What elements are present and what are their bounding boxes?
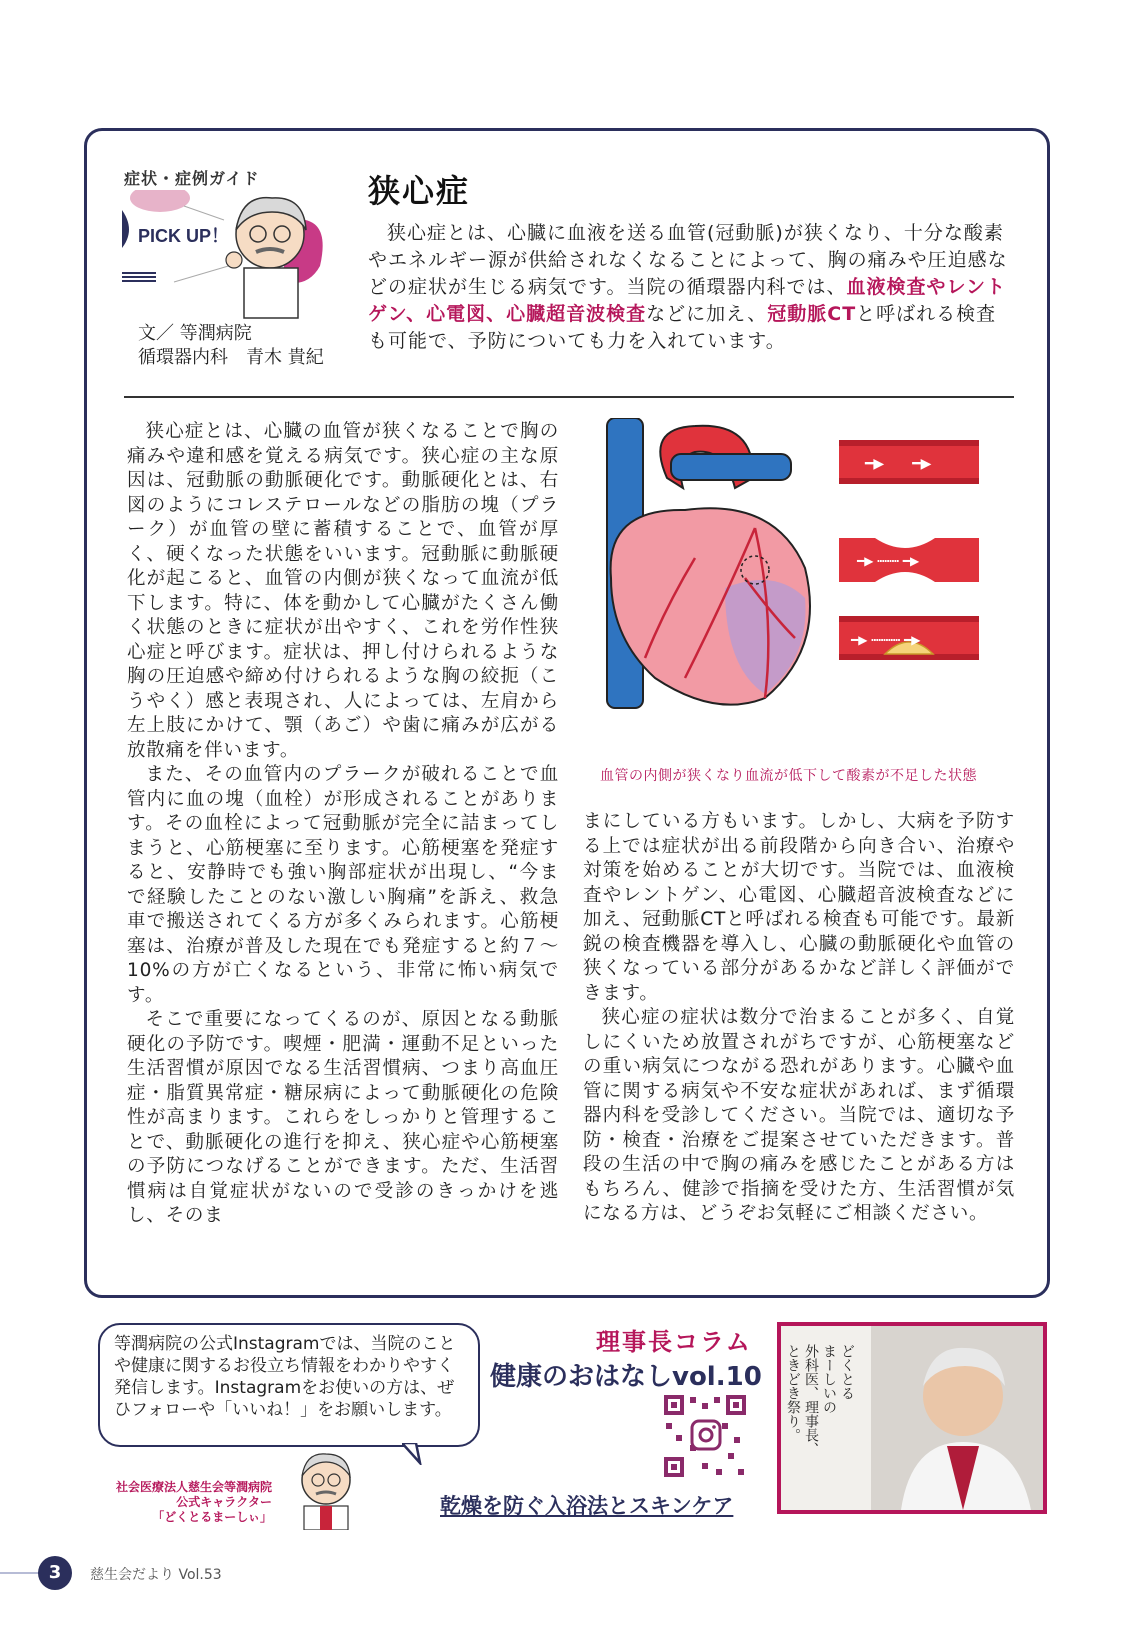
header-divider	[124, 396, 1014, 398]
author-credit	[138, 322, 324, 370]
org-line1: 社会医療法人慈生会等潤病院	[115, 1480, 272, 1494]
body-paragraph-2: また、その血管内のプラークが破れることで血管内に血の塊（血栓）が形成されることがあります。その血栓によって冠動脈が完全に詰まってしまうと、心筋梗塞に至ります。心筋梗塞を発症すると、安静時でも強い胸部症状が出現し、“今まで経験したことのない激しい胸痛”を訴え、救急車で搬送されてくる方が多くみられます。心筋梗塞は、治療が普及した現在でも発症すると約７～10%の方が亡くなるという、非常に怖い病気です。	[127, 764, 559, 1006]
body-paragraph-3: そこで重要になってくるのが、原因となる動脈硬化の予防です。喫煙・肥満・運動不足といった生活習慣が原因でなる生活習慣病、つまり高血圧症・脂質異常症・糖尿病によって動脈硬化の危険性が高まります。これらをしっかりと管理することで、動脈硬化の進行を抑え、狭心症や心筋梗塞の予防につなげることができます。ただ、生活習慣病は自覚症状がないので受診のきっかけを逃し、そのま	[127, 1009, 559, 1226]
body-paragraph-4: まにしている方もいます。しかし、大病を予防する上では症状が出る前段階から向き合い、治療や対策を始めることが大切です。当院では、血液検査やレントゲン、心電図、心臓超音波検査などに加え、冠動脈CTと呼ばれる検査も可能です。最新鋭の検査機器を導入し、心臓の動脈硬化や血管の狭くなっている部分があるかなど詳しく評価ができます。	[583, 811, 1015, 1004]
narrowed-vessel	[839, 538, 979, 582]
photo-text-col-4: ときどき祭り。	[785, 1344, 801, 1442]
mascot-doctor-illustration	[290, 1448, 360, 1530]
body-paragraph-1: 狭心症とは、心臓の血管が狭くなることで胸の痛みや違和感を覚える病気です。狭心症の主な原因は、冠動脈の動脈硬化です。動脈硬化とは、右図のようにコレステロールなどの脂肪の塊（プラーク）が血管の壁に蓄積することで、血管が厚く、硬くなった状態をいいます。冠動脈に動脈硬化が起こると、血管の内側が狭くなって血流が低下します。特に、体を動かして心臓がたくさん働く状態のときに症状が出やすく、これを労作性狭心症と呼びます。症状は、押し付けられるような胸の圧迫感や締め付けられるような胸の絞扼（こうやく）感と表現され、人によっては、左肩から左上肢にかけて、顎（あご）や歯に痛みが広がる放散痛を伴います。	[127, 421, 559, 761]
lead-text-1: 狭心症とは、心臓に血液を送る血管(冠動脈)が狭くなり、十分な酸素やエネルギー源が供給されなくなることによって、胸の痛みや圧迫感などの症状が生じる病気です。当院の循環器内科では、	[368, 222, 1008, 298]
figure-caption: 血管の内側が狭くなり血流が低下して酸素が不足した状態	[600, 768, 977, 784]
chairman-photo	[777, 1322, 1047, 1514]
author-line2: 循環器内科 青木 貴紀	[138, 347, 324, 368]
page-rule	[0, 1572, 40, 1574]
normal-vessel	[839, 440, 979, 484]
lead-text-3: と呼ばれる検査も可能で、予防についても力を入れています。	[368, 303, 997, 352]
org-line2: 公式キャラクター	[176, 1495, 272, 1509]
plaque-vessel	[839, 616, 979, 660]
photo-text-col-2: まーしいの	[821, 1344, 837, 1414]
qr-code-icon[interactable]	[662, 1393, 748, 1479]
pickup-label: PICK UP！	[138, 226, 230, 246]
lead-paragraph	[368, 220, 1008, 355]
column-subtitle: 健康のおはなしvol.10	[490, 1362, 762, 1392]
column-title: 理事長コラム	[596, 1328, 752, 1356]
svg-text:━▶ ━▶: ━▶ ━▶	[865, 456, 932, 472]
lead-text-2: などに加え、	[646, 303, 768, 325]
body-paragraph-5: 狭心症の症状は数分で治まることが多く、自覚しにくいため放置されがちですが、心筋梗塞などの重い病気につながる恐れがあります。心臓や血管に関する病気や不安な症状があれば、まず循環器内科を受診してください。当院では、適切な予防・検査・治療をご提案させていただきます。普段の生活の中で胸の痛みを感じたことがある方はもちろん、健診で指摘を受けた方、生活習慣が気になる方は、どうぞお気軽にご相談ください。	[583, 1007, 1015, 1224]
instagram-bubble: 等潤病院の公式Instagramでは、当院のことや健康に関するお役立ち情報をわかりやすく発信します。Instagramをお使いの方は、ぜひフォローや「いいね！」をお願いします。	[98, 1323, 480, 1447]
lead-highlight-ct: 冠動脈CT	[767, 303, 857, 325]
issue-label: 慈生会だより Vol.53	[90, 1567, 222, 1583]
heart-illustration	[607, 418, 810, 708]
body-column-right	[583, 810, 1015, 1227]
page-number: 3	[38, 1556, 72, 1590]
lead-highlight-tests: 血液検査やレントゲン、心電図、心臓超音波検査	[368, 276, 1007, 325]
page-title: 狭心症	[368, 172, 471, 210]
svg-text:━▶ ┅┅┅ ━▶: ━▶ ┅┅┅ ━▶	[857, 554, 920, 568]
org-credit	[90, 1480, 272, 1525]
column-article-link[interactable]: 乾燥を防ぐ入浴法とスキンケア	[440, 1494, 734, 1518]
svg-text:━▶ ┅┅┅┅ ━▶: ━▶ ┅┅┅┅ ━▶	[851, 633, 921, 647]
bubble-tail	[402, 1443, 424, 1465]
guide-label: 症状・症例ガイド	[124, 169, 260, 188]
author-line1: 文／ 等潤病院	[138, 323, 252, 344]
photo-text-col-1: どくとる	[839, 1344, 855, 1400]
pickup-illustration	[122, 190, 352, 320]
org-line3: 「どくとるまーしぃ」	[152, 1510, 272, 1524]
heart-artery-figure	[575, 418, 1023, 736]
photo-text-col-3: 外科医、理事長、	[803, 1344, 819, 1456]
body-column-left	[127, 420, 559, 1229]
